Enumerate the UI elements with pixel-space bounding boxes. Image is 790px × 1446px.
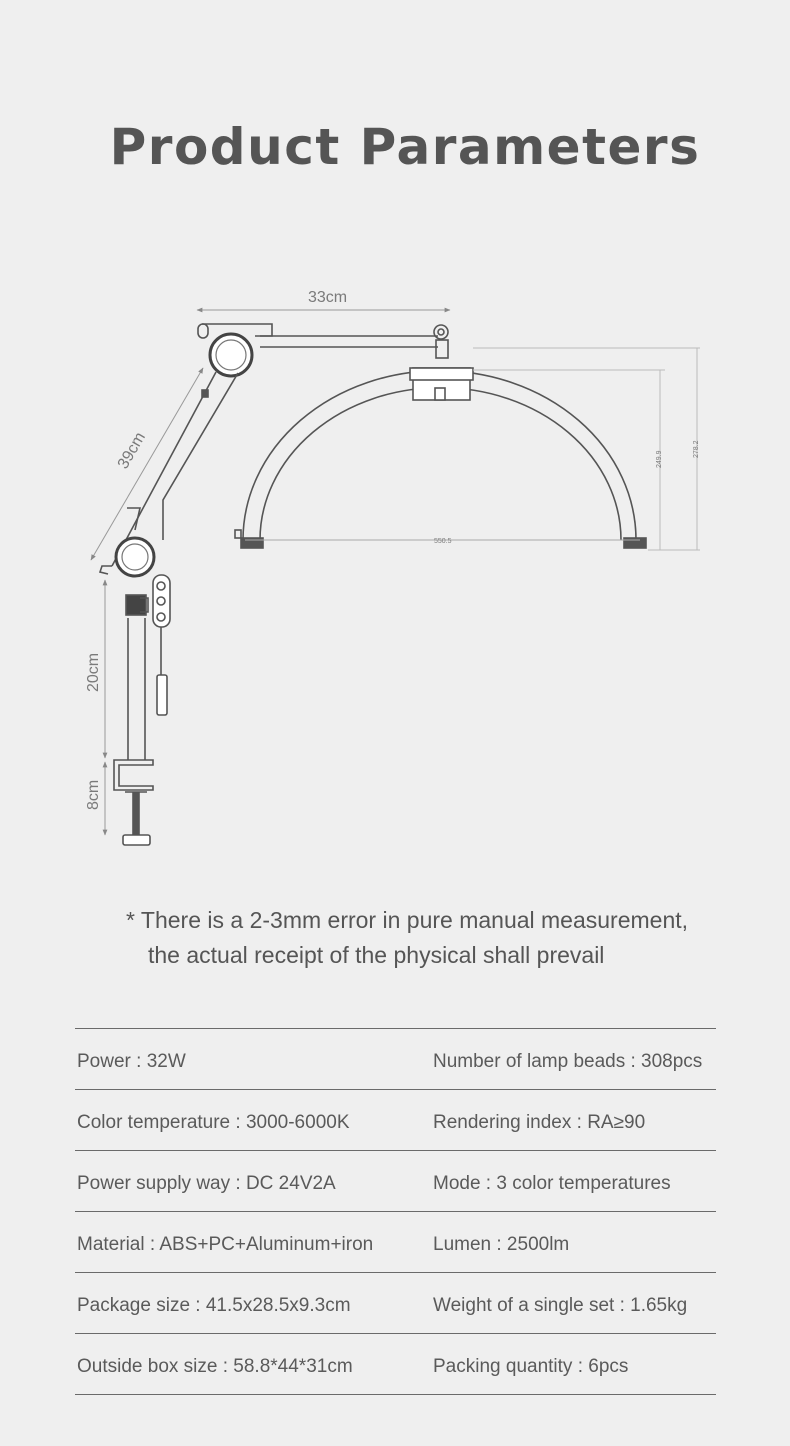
pole [126, 595, 148, 760]
spec-left: Package size : 41.5x28.5x9.3cm [77, 1295, 351, 1316]
spec-row [75, 1212, 716, 1273]
lower-joint-knob [116, 538, 154, 576]
spec-right: Rendering index : RA≥90 [433, 1112, 646, 1133]
measurement-note [126, 903, 766, 973]
spec-right: Lumen : 2500lm [433, 1234, 570, 1255]
note-line-2: the actual receipt of the physical shall prevail [148, 942, 605, 968]
clamp [114, 760, 153, 845]
spec-left: Color temperature : 3000-6000K [77, 1112, 350, 1133]
dim-ring-height-inner-label: 249.9 [656, 450, 663, 468]
dim-pole-label: 20cm [85, 652, 102, 692]
spec-row [75, 1090, 716, 1151]
spec-right: Mode : 3 color temperatures [433, 1173, 671, 1194]
specs-table [75, 1028, 716, 1395]
spec-right: Weight of a single set : 1.65kg [433, 1295, 688, 1316]
page-title: Product Parameters [109, 118, 701, 176]
spec-right: Packing quantity : 6pcs [433, 1356, 629, 1377]
spec-left: Power supply way : DC 24V2A [77, 1173, 336, 1194]
spec-right: Number of lamp beads : 308pcs [433, 1051, 703, 1072]
ring-lamp [235, 368, 646, 548]
spec-row [75, 1334, 716, 1395]
dim-arm-width-label: 33cm [308, 289, 348, 306]
dim-ring-height-outer-label: 278.2 [693, 440, 700, 458]
dim-ring-width-label: 550.5 [434, 538, 452, 545]
top-joint-knob [210, 334, 252, 376]
note-line-1: * There is a 2-3mm error in pure manual measurement, [126, 907, 689, 933]
spec-row [75, 1029, 716, 1090]
spec-row [75, 1151, 716, 1212]
dimension-lines [91, 310, 700, 835]
controller [153, 575, 170, 715]
dim-arm-diagonal-label: 39cm [114, 429, 150, 472]
spec-left: Outside box size : 58.8*44*31cm [77, 1356, 353, 1377]
spec-left: Material : ABS+PC+Aluminum+iron [77, 1234, 374, 1255]
product-dimension-diagram [0, 270, 790, 870]
dim-clamp-label: 8cm [85, 779, 102, 810]
spec-left: Power : 32W [77, 1051, 186, 1072]
spec-row [75, 1273, 716, 1334]
